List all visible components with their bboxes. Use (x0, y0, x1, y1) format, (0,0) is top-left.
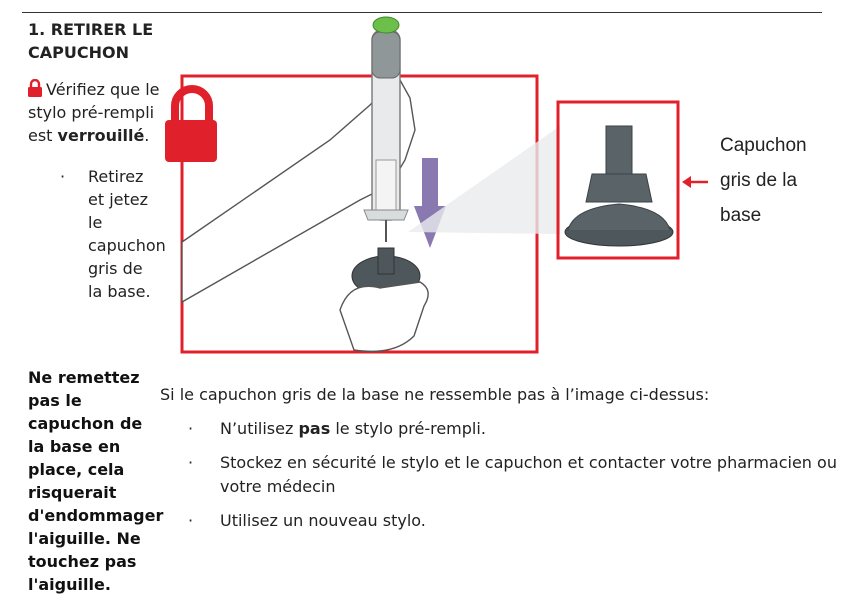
list-item: · Utilisez un nouveau stylo. (160, 509, 840, 533)
bullet-dot: · (60, 167, 66, 186)
down-arrow (414, 158, 446, 248)
bullet-dot: · (188, 511, 194, 530)
lock-icon-large (165, 89, 217, 162)
note-intro: Si le capuchon gris de la base ne ressemble pas à l’image ci-dessus: (160, 385, 710, 404)
bullet-dot: · (188, 419, 194, 438)
callout-arrow (682, 176, 708, 188)
bullet-dot: · (188, 453, 194, 472)
cap-enlarged (565, 126, 673, 246)
lock-icon (28, 79, 42, 97)
step-title: 1. RETIRER LE CAPUCHON (28, 20, 154, 62)
sub-instruction: · Retirez et jetez le capuchon gris de la base. (60, 167, 166, 301)
warning-text: Ne remettez pas le capuchon de la base en place, cela risquerait d'endommager l'aiguille. Ne touchez pas l'aiguille. (28, 368, 164, 594)
cap-callout-label: Capuchon gris de la base (720, 135, 807, 226)
step-column (28, 18, 166, 303)
list-item: · Stockez en sécurité le stylo et le capuchon et contacter votre pharmacien ou votre médecin (188, 453, 837, 496)
note-list (160, 417, 840, 533)
list-item: · N’utilisez pas le stylo pré-rempli. (160, 417, 840, 441)
cap-mismatch-note (160, 383, 840, 543)
lower-hand (340, 248, 428, 351)
check-locked-text: Vérifiez que le stylo pré-rempli est verrouillé. (28, 80, 160, 145)
